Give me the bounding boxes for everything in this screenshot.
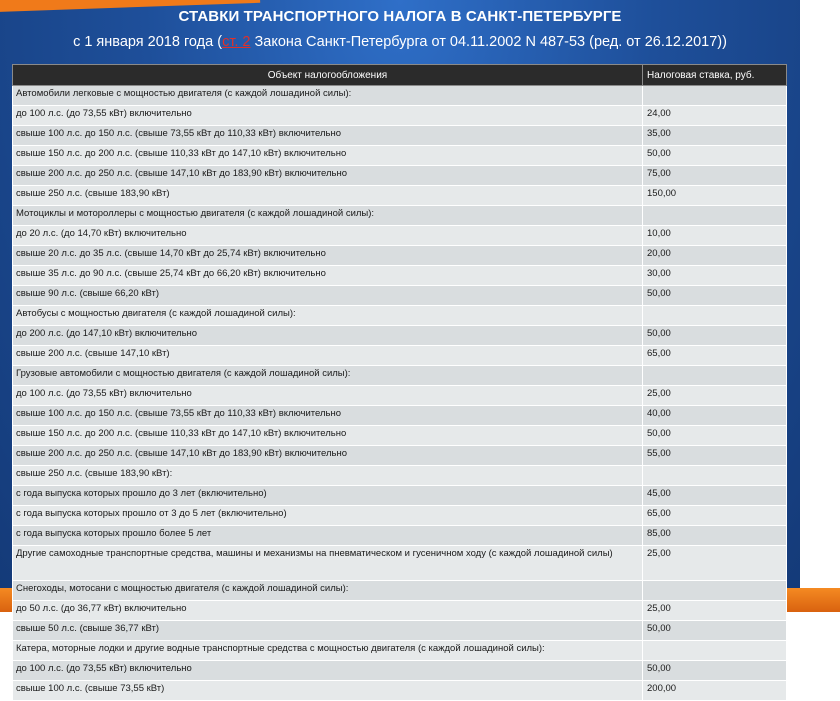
rate-cell: 75,00 xyxy=(643,166,787,186)
subtitle-prefix: с 1 января 2018 года ( xyxy=(73,34,223,50)
rate-cell: 25,00 xyxy=(643,386,787,406)
object-cell: до 100 л.с. (до 73,55 кВт) включительно xyxy=(13,661,643,681)
rate-cell: 25,00 xyxy=(643,601,787,621)
rate-cell: 50,00 xyxy=(643,426,787,446)
tax-rates-table-container xyxy=(12,64,786,694)
table-row xyxy=(13,146,787,166)
table-body xyxy=(13,86,787,701)
table-row xyxy=(13,126,787,146)
rate-cell xyxy=(643,581,787,601)
object-cell: Автобусы с мощностью двигателя (с каждой лошадиной силы): xyxy=(13,306,643,326)
rate-cell: 50,00 xyxy=(643,661,787,681)
object-cell: Мотоциклы и мотороллеры с мощностью двигателя (с каждой лошадиной силы): xyxy=(13,206,643,226)
page-title: СТАВКИ ТРАНСПОРТНОГО НАЛОГА В САНКТ-ПЕТЕРБУРГЕ xyxy=(178,8,622,25)
object-cell: свыше 150 л.с. до 200 л.с. (свыше 110,33 кВт до 147,10 кВт) включительно xyxy=(13,426,643,446)
object-cell: свыше 250 л.с. (свыше 183,90 кВт): xyxy=(13,466,643,486)
rate-cell xyxy=(643,466,787,486)
table-row xyxy=(13,621,787,641)
table-row xyxy=(13,226,787,246)
object-cell: до 50 л.с. (до 36,77 кВт) включительно xyxy=(13,601,643,621)
rate-cell xyxy=(643,86,787,106)
table-row xyxy=(13,661,787,681)
rate-cell xyxy=(643,306,787,326)
object-cell: Грузовые автомобили с мощностью двигателя (с каждой лошадиной силы): xyxy=(13,366,643,386)
object-cell: до 100 л.с. (до 73,55 кВт) включительно xyxy=(13,386,643,406)
table-row xyxy=(13,306,787,326)
table-row xyxy=(13,86,787,106)
object-cell: свыше 90 л.с. (свыше 66,20 кВт) xyxy=(13,286,643,306)
object-cell: свыше 250 л.с. (свыше 183,90 кВт) xyxy=(13,186,643,206)
object-cell: свыше 200 л.с. до 250 л.с. (свыше 147,10 кВт до 183,90 кВт) включительно xyxy=(13,446,643,466)
table-row xyxy=(13,206,787,226)
rate-cell: 150,00 xyxy=(643,186,787,206)
tax-rates-table xyxy=(12,64,787,701)
object-cell: Снегоходы, мотосани с мощностью двигателя (с каждой лошадиной силы): xyxy=(13,581,643,601)
rate-cell: 50,00 xyxy=(643,286,787,306)
rate-cell: 45,00 xyxy=(643,486,787,506)
table-row xyxy=(13,546,787,581)
object-cell: свыше 20 л.с. до 35 л.с. (свыше 14,70 кВт до 25,74 кВт) включительно xyxy=(13,246,643,266)
table-row xyxy=(13,186,787,206)
table-row xyxy=(13,581,787,601)
table-row xyxy=(13,681,787,701)
object-cell: свыше 50 л.с. (свыше 36,77 кВт) xyxy=(13,621,643,641)
object-cell: свыше 35 л.с. до 90 л.с. (свыше 25,74 кВт до 66,20 кВт) включительно xyxy=(13,266,643,286)
table-row xyxy=(13,266,787,286)
table-row xyxy=(13,486,787,506)
rate-cell xyxy=(643,641,787,661)
table-header-row xyxy=(13,65,787,86)
object-cell: свыше 200 л.с. до 250 л.с. (свыше 147,10 кВт до 183,90 кВт) включительно xyxy=(13,166,643,186)
object-cell: Другие самоходные транспортные средства, машины и механизмы на пневматическом и гусеничном ходу (с каждой лошадиной силы) xyxy=(13,546,643,581)
table-row xyxy=(13,246,787,266)
rate-cell: 30,00 xyxy=(643,266,787,286)
rate-cell: 40,00 xyxy=(643,406,787,426)
rate-cell: 55,00 xyxy=(643,446,787,466)
object-cell: свыше 200 л.с. (свыше 147,10 кВт) xyxy=(13,346,643,366)
object-cell: свыше 150 л.с. до 200 л.с. (свыше 110,33 кВт до 147,10 кВт) включительно xyxy=(13,146,643,166)
rate-cell: 65,00 xyxy=(643,346,787,366)
object-cell: с года выпуска которых прошло более 5 лет xyxy=(13,526,643,546)
table-row xyxy=(13,601,787,621)
object-cell: Автомобили легковые с мощностью двигателя (с каждой лошадиной силы): xyxy=(13,86,643,106)
column-header-rate: Налоговая ставка, руб. xyxy=(643,65,787,86)
table-row xyxy=(13,526,787,546)
table-row xyxy=(13,506,787,526)
subtitle-suffix: Закона Санкт-Петербурга от 04.11.2002 N 487-53 (ред. от 26.12.2017)) xyxy=(250,34,727,50)
object-cell: до 200 л.с. (до 147,10 кВт) включительно xyxy=(13,326,643,346)
table-row xyxy=(13,346,787,366)
rate-cell: 85,00 xyxy=(643,526,787,546)
table-row xyxy=(13,286,787,306)
rate-cell: 20,00 xyxy=(643,246,787,266)
table-row xyxy=(13,446,787,466)
table-row xyxy=(13,641,787,661)
object-cell: с года выпуска которых прошло до 3 лет (включительно) xyxy=(13,486,643,506)
table-row xyxy=(13,406,787,426)
rate-cell: 65,00 xyxy=(643,506,787,526)
table-row xyxy=(13,106,787,126)
table-row xyxy=(13,366,787,386)
table-row xyxy=(13,326,787,346)
rate-cell xyxy=(643,206,787,226)
object-cell: свыше 100 л.с. до 150 л.с. (свыше 73,55 кВт до 110,33 кВт) включительно xyxy=(13,406,643,426)
object-cell: с года выпуска которых прошло от 3 до 5 лет (включительно) xyxy=(13,506,643,526)
object-cell: до 100 л.с. (до 73,55 кВт) включительно xyxy=(13,106,643,126)
rate-cell: 200,00 xyxy=(643,681,787,701)
object-cell: свыше 100 л.с. (свыше 73,55 кВт) xyxy=(13,681,643,701)
table-row xyxy=(13,166,787,186)
page-subtitle xyxy=(0,34,800,50)
object-cell: Катера, моторные лодки и другие водные транспортные средства с мощностью двигателя (с каждой лошадиной силы): xyxy=(13,641,643,661)
object-cell: до 20 л.с. (до 14,70 кВт) включительно xyxy=(13,226,643,246)
table-row xyxy=(13,386,787,406)
table-row xyxy=(13,426,787,446)
rate-cell xyxy=(643,366,787,386)
law-article-link[interactable]: ст. 2 xyxy=(222,34,251,50)
rate-cell: 50,00 xyxy=(643,146,787,166)
object-cell: свыше 100 л.с. до 150 л.с. (свыше 73,55 кВт до 110,33 кВт) включительно xyxy=(13,126,643,146)
rate-cell: 24,00 xyxy=(643,106,787,126)
rate-cell: 25,00 xyxy=(643,546,787,581)
rate-cell: 50,00 xyxy=(643,621,787,641)
table-row xyxy=(13,466,787,486)
column-header-object: Объект налогообложения xyxy=(13,65,643,86)
rate-cell: 35,00 xyxy=(643,126,787,146)
rate-cell: 50,00 xyxy=(643,326,787,346)
rate-cell: 10,00 xyxy=(643,226,787,246)
